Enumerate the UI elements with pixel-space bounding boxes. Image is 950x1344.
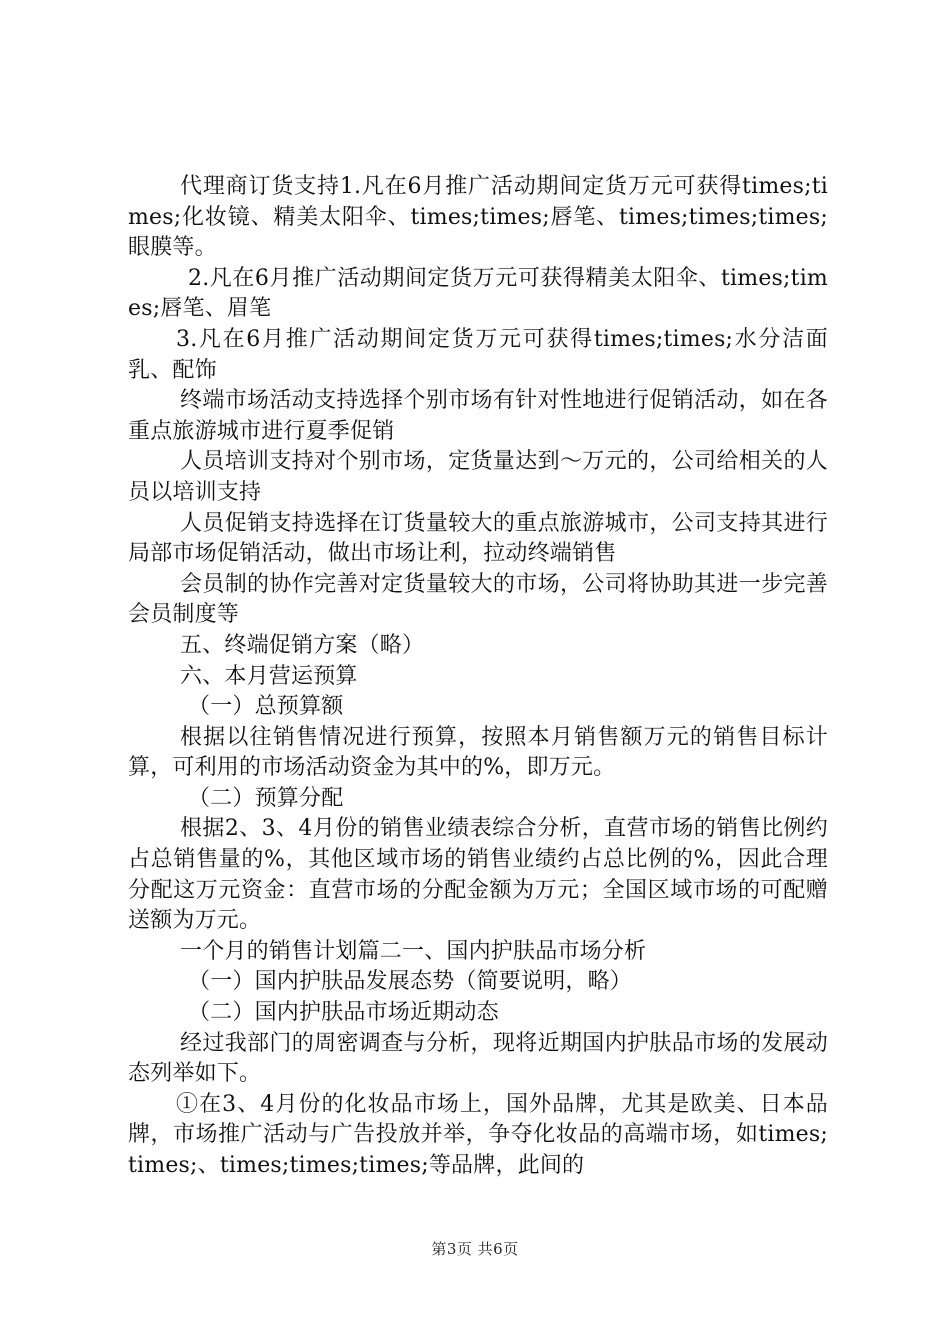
paragraph-staff-promotion-support: 人员促销支持选择在订货量较大的重点旅游城市，公司支持其进行局部市场促销活动，做出市场让利，拉动终端销售: [128, 510, 828, 567]
heading-skincare-trend: （一）国内护肤品发展态势（简要说明，略）: [188, 969, 633, 995]
paragraph-budget-allocation-detail: 根据2、3、4月份的销售业绩表综合分析，直营市场的销售比例约占总销售量的%，其他区域市场的销售业绩约占总比例的%，因此合理分配这万元资金：直营市场的分配金额为万元；全国区域市场的可配赠送额为万元。: [128, 816, 828, 934]
paragraph-agent-order-support: 代理商订货支持1.凡在6月推广活动期间定货万元可获得times;times;化妆镜、精美太阳伞、times;times;唇笔、times;times;times;眼膜等。: [128, 174, 828, 261]
heading-budget-allocation: （二）预算分配: [188, 785, 344, 811]
paragraph-budget-basis: 根据以往销售情况进行预算，按照本月销售额万元的销售目标计算，可利用的市场活动资金为其中的%，即万元。: [128, 724, 828, 781]
paragraph-membership-support: 会员制的协作完善对定货量较大的市场，公司将协助其进一步完善会员制度等: [128, 571, 828, 628]
paragraph-order-item-3: 3.凡在6月推广活动期间定货万元可获得times;times;水分洁面乳、配饰: [128, 326, 828, 383]
paragraph-order-item-2: 2.凡在6月推广活动期间定货万元可获得精美太阳伞、times;times;唇笔、眉笔: [128, 265, 828, 322]
page-number-footer: 第3页 共6页: [431, 1240, 519, 1258]
paragraph-staff-training-support: 人员培训支持对个别市场，定货量达到～万元的，公司给相关的人员以培训支持: [128, 449, 828, 505]
heading-terminal-promotion-plan: 五、终端促销方案（略）: [180, 632, 425, 658]
paragraph-survey-intro: 经过我部门的周密调查与分析，现将近期国内护肤品市场的发展动态列举如下。: [128, 1030, 828, 1087]
paragraph-market-item-1: ①在3、4月份的化妆品市场上，国外品牌，尤其是欧美、日本品牌，市场推广活动与广告投放并举，争夺化妆品的高端市场，如times;times;、times;times;times;等品牌，此间的: [128, 1091, 828, 1178]
heading-skincare-recent-dynamics: （二）国内护肤品市场近期动态: [188, 1000, 499, 1026]
document-body: [128, 172, 828, 1182]
heading-monthly-budget: 六、本月营运预算: [180, 663, 358, 689]
paragraph-terminal-market-support: 终端市场活动支持选择个别市场有针对性地进行促销活动，如在各重点旅游城市进行夏季促销: [128, 388, 828, 444]
heading-total-budget: （一）总预算额: [188, 694, 344, 720]
heading-sales-plan-part-two: 一个月的销售计划篇二一、国内护肤品市场分析: [180, 938, 647, 964]
